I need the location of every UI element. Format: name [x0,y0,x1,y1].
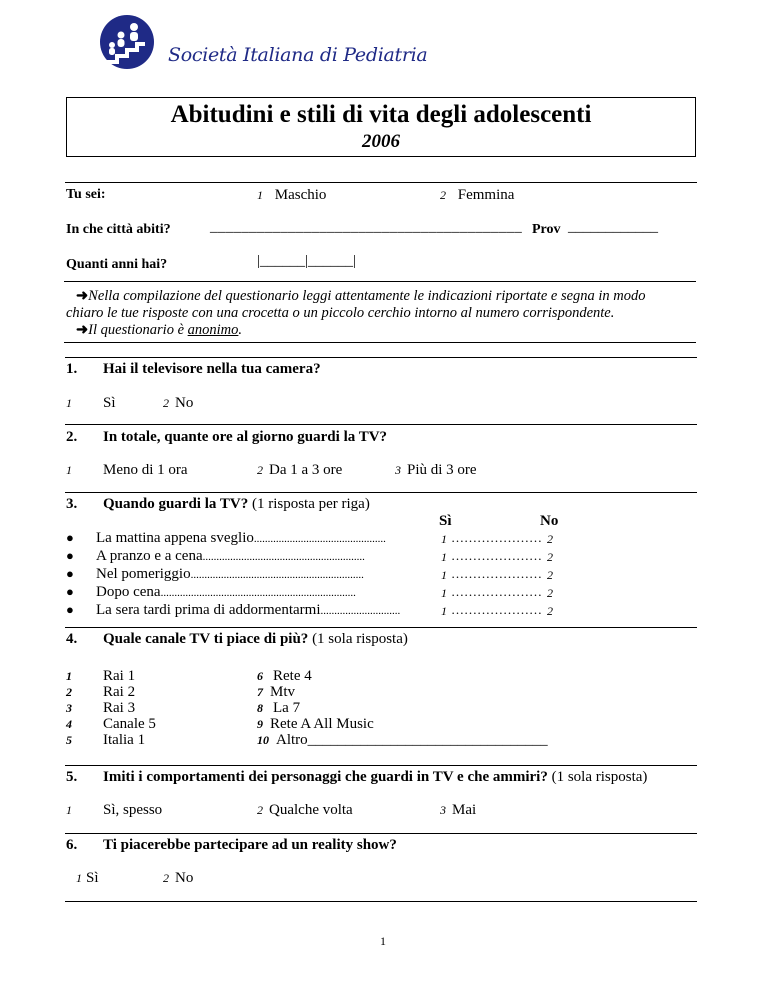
question-text: Imiti i comportamenti dei personaggi che guardi in TV e che ammiri? (1 sola risposta) [103,769,648,785]
question-number: 5. [66,769,78,785]
divider [65,182,697,183]
list-item[interactable]: 3 Rai 3 [66,700,136,716]
q6-option-2[interactable]: 2 No [163,870,194,886]
yes-option[interactable]: 1 [441,532,447,546]
yes-option[interactable]: 1 [441,550,447,564]
column-yes: Sì [439,513,452,529]
instruction-line-3: ➜Il questionario è anonimo. [76,322,243,338]
divider [65,424,697,425]
sex-label: Tu sei: [66,187,106,202]
age-field[interactable]: |______|______| [257,253,357,269]
divider [65,357,697,358]
question-text: Quale canale TV ti piace di più? (1 sola risposta) [103,631,408,647]
option-label: Femmina [457,187,515,203]
q5-option-1[interactable]: 1 Sì, spesso [66,802,163,818]
bullet-icon: ● [66,584,74,599]
bullet-icon: ● [66,530,74,545]
question-number: 1. [66,361,78,377]
column-no: No [540,513,559,529]
question-text: In totale, quante ore al giorno guardi la TV? [103,429,388,445]
divider [65,492,697,493]
prov-label: Prov [532,222,561,237]
list-item: ● La mattina appena sveglio................................................ 1 ………………… 2 [66,530,553,546]
instruction-line-1: ➜Nella compilazione del questionario leggi attentamente le indicazioni riportate e segna in modo [76,288,646,304]
divider [65,833,697,834]
q1-option-1[interactable]: 1 Sì [66,395,116,411]
question-text: Quando guardi la TV? (1 risposta per riga) [103,496,370,512]
no-option[interactable]: 2 [547,550,553,564]
q2-option-2[interactable]: 2 Da 1 a 3 ore [257,462,343,478]
q2-option-1[interactable]: 1 Meno di 1 ora [66,462,188,478]
yes-option[interactable]: 1 [441,586,447,600]
page-title: Abitudini e stili di vita degli adolescenti [170,101,592,128]
city-label: In che città abiti? [66,222,171,237]
list-item: ● A pranzo e a cena........................................................... 1 ………………… 2 [66,548,553,564]
option-label: Maschio [274,187,327,203]
sex-option-male[interactable] [257,187,326,204]
prov-field[interactable]: ____________ [568,219,658,235]
bullet-icon: ● [66,548,74,563]
question-number: 4. [66,631,78,647]
list-item[interactable]: 9 Rete A All Music [257,716,374,732]
list-item: ● La sera tardi prima di addormentarmi............................. 1 ………………… 2 [66,602,553,618]
bullet-icon: ● [66,566,74,581]
list-item[interactable]: 4 Canale 5 [66,716,156,732]
list-item[interactable]: 7 Mtv [257,684,296,700]
question-number: 6. [66,837,78,853]
list-item[interactable]: 2 Rai 2 [66,684,136,700]
q5-option-2[interactable]: 2 Qualche volta [257,802,353,818]
sex-option-female[interactable] [440,187,514,204]
q4-right-options [257,668,577,758]
arrow-right-icon: ➜ [76,322,89,338]
question-text: Hai il televisore nella tua camera? [103,361,321,377]
instruction-line-2: chiaro le tue risposte con una crocetta o un piccolo cerchio intorno al numero corrispondente. [66,305,615,321]
list-item[interactable]: 8 La 7 [257,700,301,716]
yes-option[interactable]: 1 [441,604,447,618]
no-option[interactable]: 2 [547,532,553,546]
list-item: ● Dopo cena....................................................................... 1 ………………… 2 [66,584,553,600]
option-number: 2 [440,188,446,202]
divider [65,901,697,902]
q5-option-3[interactable]: 3 Mai [440,802,477,818]
q1-option-2[interactable]: 2 No [163,395,194,411]
list-item[interactable]: 6 Rete 4 [257,668,312,684]
question-number: 3. [66,496,78,512]
question-number: 2. [66,429,78,445]
yes-option[interactable]: 1 [441,568,447,582]
page-year: 2006 [362,131,400,152]
age-label: Quanti anni hai? [66,257,168,272]
page-number: 1 [380,934,386,948]
list-item[interactable]: 1 Rai 1 [66,668,136,684]
bullet-icon: ● [66,602,74,617]
question-text: Ti piacerebbe partecipare ad un reality show? [103,837,397,853]
list-item: ● Nel pomeriggio............................................................... 1 ………………… 2 [66,566,553,582]
no-option[interactable]: 2 [547,604,553,618]
city-field[interactable]: ________________________________________ [210,219,522,235]
arrow-right-icon: ➜ [76,288,89,304]
no-option[interactable]: 2 [547,568,553,582]
divider [65,765,697,766]
q4-left-options [66,668,246,758]
q6-option-1[interactable]: 1 Sì [76,870,99,886]
no-option[interactable]: 2 [547,586,553,600]
q2-option-3[interactable]: 3 Più di 3 ore [395,462,477,478]
divider [65,627,697,628]
list-item[interactable]: 10 Altro________________________________ [257,732,548,748]
list-item[interactable]: 5 Italia 1 [66,732,146,748]
org-name: Società Italiana di Pediatria [168,44,428,66]
society-logo [99,14,155,70]
option-number: 1 [257,188,263,202]
